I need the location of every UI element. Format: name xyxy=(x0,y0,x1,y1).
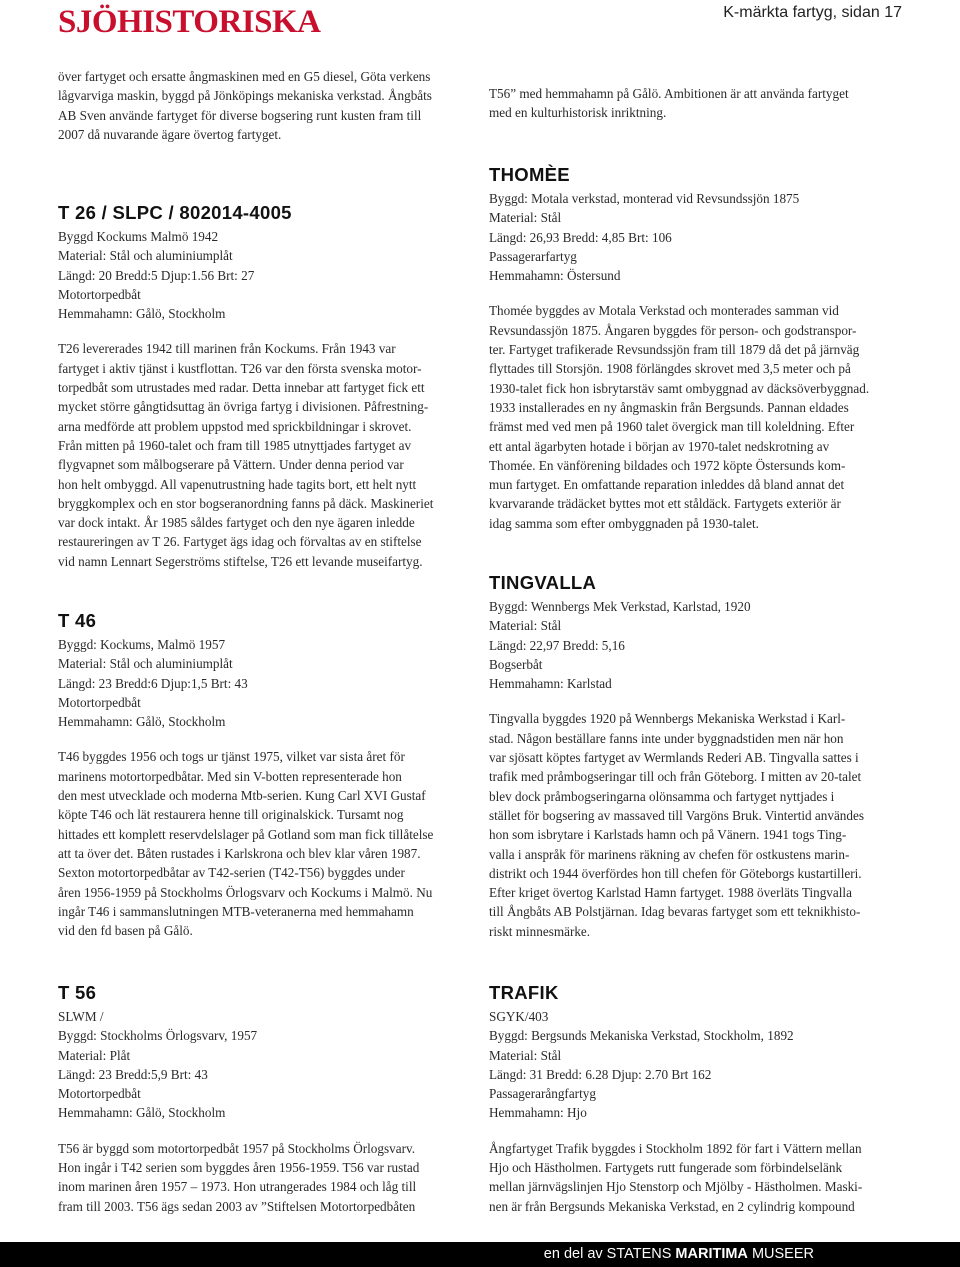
text-line: Byggd: Bergsunds Mekaniska Verkstad, Stockholm, 1892 xyxy=(489,1028,794,1044)
text-line: Hemmahamn: Hjo xyxy=(489,1105,587,1121)
intro-paragraph xyxy=(489,84,909,123)
text-line: Längd: 20 Bredd:5 Djup:1.56 Brt: 27 xyxy=(58,267,255,283)
text-line: Revsundassjön 1875. Ångaren byggdes för person- och godstranspor- xyxy=(489,322,857,338)
text-line: AB Sven använde fartyget för diverse bogsering runt kusten fram till xyxy=(58,107,422,123)
text-line: mellan järnvägslinjen Hjo Stenstorp och Mjölby - Hästholmen. Maski- xyxy=(489,1179,863,1195)
text-line: vid den fd basen på Gålö. xyxy=(58,923,193,939)
text-line: marinens motortorpedbåtar. Med sin V-botten representerade hon xyxy=(58,768,402,784)
footer-prefix: en del av STATENS xyxy=(543,1246,676,1262)
trafik-section xyxy=(489,982,909,1216)
text-line: valla i anspråk för marinens räkning av chefen för ostkustens marin- xyxy=(489,846,850,862)
text-line: mun fartyget. En omfattande reparation inleddes då bland annat det xyxy=(489,477,845,493)
text-line: att ta över det. Båten rustades i Karlskrona och blev klar våren 1987. xyxy=(58,845,421,861)
body-text xyxy=(489,709,909,941)
section-title: T 56 xyxy=(58,982,97,1003)
text-line: Längd: 26,93 Bredd: 4,85 Brt: 106 xyxy=(489,229,672,245)
text-line: Thomée. En vänförening bildades och 1972 köpte Östersunds kom- xyxy=(489,457,846,473)
section-title: THOMÈE xyxy=(489,164,570,185)
body-text xyxy=(58,747,478,940)
text-line: Från mitten på 1960-talet och fram till 1985 utnyttjades fartyget av xyxy=(58,437,412,453)
facts-list xyxy=(489,1007,909,1123)
text-line: främst med ved men på 1960 talet övergick man till koleldning. Efter xyxy=(489,419,855,435)
page-label: K-märkta fartyg, sidan 17 xyxy=(723,4,902,21)
facts-list xyxy=(58,635,478,731)
text-line: inom marinen åren 1957 – 1973. Hon utrangerades 1984 och låg till xyxy=(58,1179,417,1195)
text-line: till Ångbåts AB Polstjärnan. Idag bevaras fartyget som ett teknikhisto- xyxy=(489,904,861,920)
text-line: Byggd: Wennbergs Mek Verkstad, Karlstad, 1920 xyxy=(489,599,751,614)
text-line: Material: Stål xyxy=(489,210,562,226)
text-line: Hon ingår i T42 serien som byggdes åren 1956-1959. T56 var rustad xyxy=(58,1160,420,1176)
text-line: hon som isbrytare i Karlstads hamn och på Vänern. 1941 togs Ting- xyxy=(489,827,847,843)
text-line: Längd: 23 Bredd:5,9 Brt: 43 xyxy=(58,1066,208,1082)
text-line: Passagerarångfartyg xyxy=(489,1086,596,1102)
logo: SJÖHISTORISKA xyxy=(58,4,321,40)
text-line: restaureringen av T 26. Fartyget ägs idag och förvaltas av en stiftelse xyxy=(58,534,422,550)
text-line: Sexton motortorpedbåtar av T42-serien (T42-T56) byggdes under xyxy=(58,865,405,881)
text-line: nen är från Bergsunds Mekaniska Verkstad, en 2 cylindrig kompound xyxy=(489,1198,855,1214)
tingvalla-section xyxy=(489,572,909,941)
thomee-section xyxy=(489,164,909,533)
text-line: hon helt ombyggd. All vapenutrustning hade tagits bort, ett helt nytt xyxy=(58,476,417,492)
text-line: T46 byggdes 1956 och togs ur tjänst 1975, vilket var sista året för xyxy=(58,749,405,765)
text-line: fram till 2003. T56 ägs sedan 2003 av ”Stiftelsen Motortorpedbåten xyxy=(58,1198,416,1214)
section-title: TRAFIK xyxy=(489,982,559,1003)
text-line: Byggd: Kockums, Malmö 1957 xyxy=(58,637,226,652)
text-line: kvarvarande trädäcket byttes mot ett ståldäck. Fartygets exteriör är xyxy=(489,496,841,512)
text-line: ett antal ägarbyten hotade i början av 1970-talet nedskrotning av xyxy=(489,438,830,454)
text-line: T56 är byggd som motortorpedbåt 1957 på Stockholms Örlogsvarv. xyxy=(58,1140,415,1156)
text-line: Efter kriget övertog Karlstad Hamn fartyget. 1988 överläts Tingvalla xyxy=(489,885,852,901)
t46-section xyxy=(58,610,478,940)
text-line: Hemmahamn: Gålö, Stockholm xyxy=(58,306,226,322)
text-line: SLWM / xyxy=(58,1009,104,1024)
text-line: Byggd: Motala verkstad, monterad vid Revsundssjön 1875 xyxy=(489,191,800,206)
text-line: blev dock pråmbogseringarna olönsamma och fartyget nyttjades i xyxy=(489,788,835,804)
text-line: SGYK/403 xyxy=(489,1009,549,1024)
text-line: över fartyget och ersatte ångmaskinen med en G5 diesel, Göta verkens xyxy=(58,69,431,84)
body-text xyxy=(58,1139,478,1216)
body-text xyxy=(489,301,909,533)
text-line: Motortorpedbåt xyxy=(58,1086,141,1102)
text-line: trafik med pråmbogseringar till och från Göteborg. I mitten av 20-talet xyxy=(489,769,862,785)
text-line: 1933 installerades en ny ångmaskin från Bergsunds. Pannan eldades xyxy=(489,399,849,415)
section-title: T 26 / SLPC / 802014-4005 xyxy=(58,202,292,223)
t26-section xyxy=(58,202,478,571)
section-title: T 46 xyxy=(58,610,97,631)
body-text xyxy=(489,1139,909,1216)
body-text xyxy=(58,339,478,571)
footer-bar xyxy=(0,1242,960,1267)
text-line: Passagerarfartyg xyxy=(489,248,577,264)
text-line: Ångfartyget Trafik byggdes i Stockholm 1892 för fart i Vättern mellan xyxy=(489,1140,862,1156)
text-line: Längd: 23 Bredd:6 Djup:1,5 Brt: 43 xyxy=(58,675,248,691)
t56-section xyxy=(58,982,478,1216)
text-line: ingår T46 i sammanslutningen MTB-veteranerna med hemmahamn xyxy=(58,903,414,919)
text-line: torpedbåt som utrustades med radar. Detta innebar att fartyget fick ett xyxy=(58,380,425,396)
text-line: fartyget i aktiv tjänst i kustflottan. T26 var den första svenska motor- xyxy=(58,360,422,376)
footer-bold: MARITIMA xyxy=(675,1246,748,1262)
text-line: riskt minnesmärke. xyxy=(489,923,591,939)
text-line: idag samma som efter ombyggnaden på 1930-talet. xyxy=(489,515,759,531)
footer-text xyxy=(544,1246,814,1262)
text-line: med en kulturhistorisk inriktning. xyxy=(489,105,667,121)
text-line: hittades ett komplett reservdelslager på Gotland som man fick tillåtelse xyxy=(58,826,434,842)
text-line: Motortorpedbåt xyxy=(58,694,141,710)
text-line: stad. Någon beställare fanns inte under byggnadstiden men när hon xyxy=(489,730,844,746)
text-line: Hjo och Hästholmen. Fartygets rutt fungerade som förbindelselänk xyxy=(489,1160,843,1176)
text-line: bryggkomplex och en stor bogseranordning fanns på däck. Maskineriet xyxy=(58,495,434,511)
text-line: var sjösatt köptes fartyget av Wermlands Rederi AB. Tingvalla sattes i xyxy=(489,750,859,766)
text-line: T26 levererades 1942 till marinen från Kockums. Från 1943 var xyxy=(58,341,396,357)
text-line: stället för bogsering av massaved till Vargöns Bruk. Vintertid användes xyxy=(489,807,864,823)
text-line: var dock intakt. År 1985 såldes fartyget och den nye ägaren inledde xyxy=(58,515,415,531)
text-line: Thomée byggdes av Motala Verkstad och monterades samman vid xyxy=(489,303,839,319)
section-title: TINGVALLA xyxy=(489,572,597,593)
text-line: flygvapnet som målbogserare på Vättern. Under denna period var xyxy=(58,457,404,473)
text-line: Hemmahamn: Östersund xyxy=(489,268,621,284)
facts-list xyxy=(58,227,478,323)
text-line: Material: Stål och aluminiumplåt xyxy=(58,248,233,264)
footer-suffix: MUSEER xyxy=(747,1246,814,1262)
text-line: Tingvalla byggdes 1920 på Wennbergs Mekaniska Werkstad i Karl- xyxy=(489,711,846,727)
text-line: Material: Stål och aluminiumplåt xyxy=(58,656,233,672)
text-line: T56” med hemmahamn på Gålö. Ambitionen är att använda fartyget xyxy=(489,86,849,101)
text-line: Hemmahamn: Gålö, Stockholm xyxy=(58,1105,226,1121)
facts-list xyxy=(489,189,909,285)
text-line: Material: Stål xyxy=(489,1047,562,1063)
facts-list xyxy=(489,597,909,693)
text-line: Motortorpedbåt xyxy=(58,286,141,302)
text-line: Material: Plåt xyxy=(58,1047,131,1063)
text-line: Längd: 22,97 Bredd: 5,16 xyxy=(489,637,625,653)
text-line: Hemmahamn: Karlstad xyxy=(489,676,612,692)
text-line: distrikt och 1944 överfördes hon till chefen för Göteborgs kustartilleri. xyxy=(489,865,862,881)
text-line: 2007 då nuvarande ägare övertog fartyget. xyxy=(58,126,282,142)
text-line: ter. Fartyget trafikerade Revsundssjön fram till 1879 då det på järnväg xyxy=(489,342,860,358)
text-line: Byggd: Stockholms Örlogsvarv, 1957 xyxy=(58,1028,258,1044)
text-line: Längd: 31 Bredd: 6.28 Djup: 2.70 Brt 162 xyxy=(489,1066,712,1082)
text-line: Byggd Kockums Malmö 1942 xyxy=(58,229,219,244)
facts-list xyxy=(58,1007,478,1123)
text-line: mycket större gångtidsuttag än övriga fartyg i divisionen. Påfrestning- xyxy=(58,399,429,415)
text-line: flyttades till Storsjön. 1908 förlängdes skrovet med 3,5 meter och på xyxy=(489,361,851,377)
text-line: Material: Stål xyxy=(489,618,562,634)
text-line: den mest utvecklade och moderna Mtb-serien. Kung Carl XVI Gustaf xyxy=(58,788,426,804)
text-line: köpte T46 och lät restaurera henne till originalskick. Tursamt nog xyxy=(58,807,404,823)
intro-paragraph xyxy=(58,67,478,144)
text-line: arna medförde att problem uppstod med sprickbildningar i skrovet. xyxy=(58,418,412,434)
text-line: vid namn Lennart Segerströms stiftelse, T26 ett levande museifartyg. xyxy=(58,553,423,569)
text-line: åren 1956-1959 på Stockholms Örlogsvarv och Kockums i Malmö. Nu xyxy=(58,884,433,900)
text-line: Bogserbåt xyxy=(489,656,543,672)
text-line: 1930-talet fick hon isbrytarstäv samt ombyggnad av däcksöverbyggnad. xyxy=(489,380,870,396)
text-line: lågvarviga maskin, byggd på Jönköpings mekaniska verkstad. Ångbåts xyxy=(58,88,432,104)
text-line: Hemmahamn: Gålö, Stockholm xyxy=(58,714,226,730)
